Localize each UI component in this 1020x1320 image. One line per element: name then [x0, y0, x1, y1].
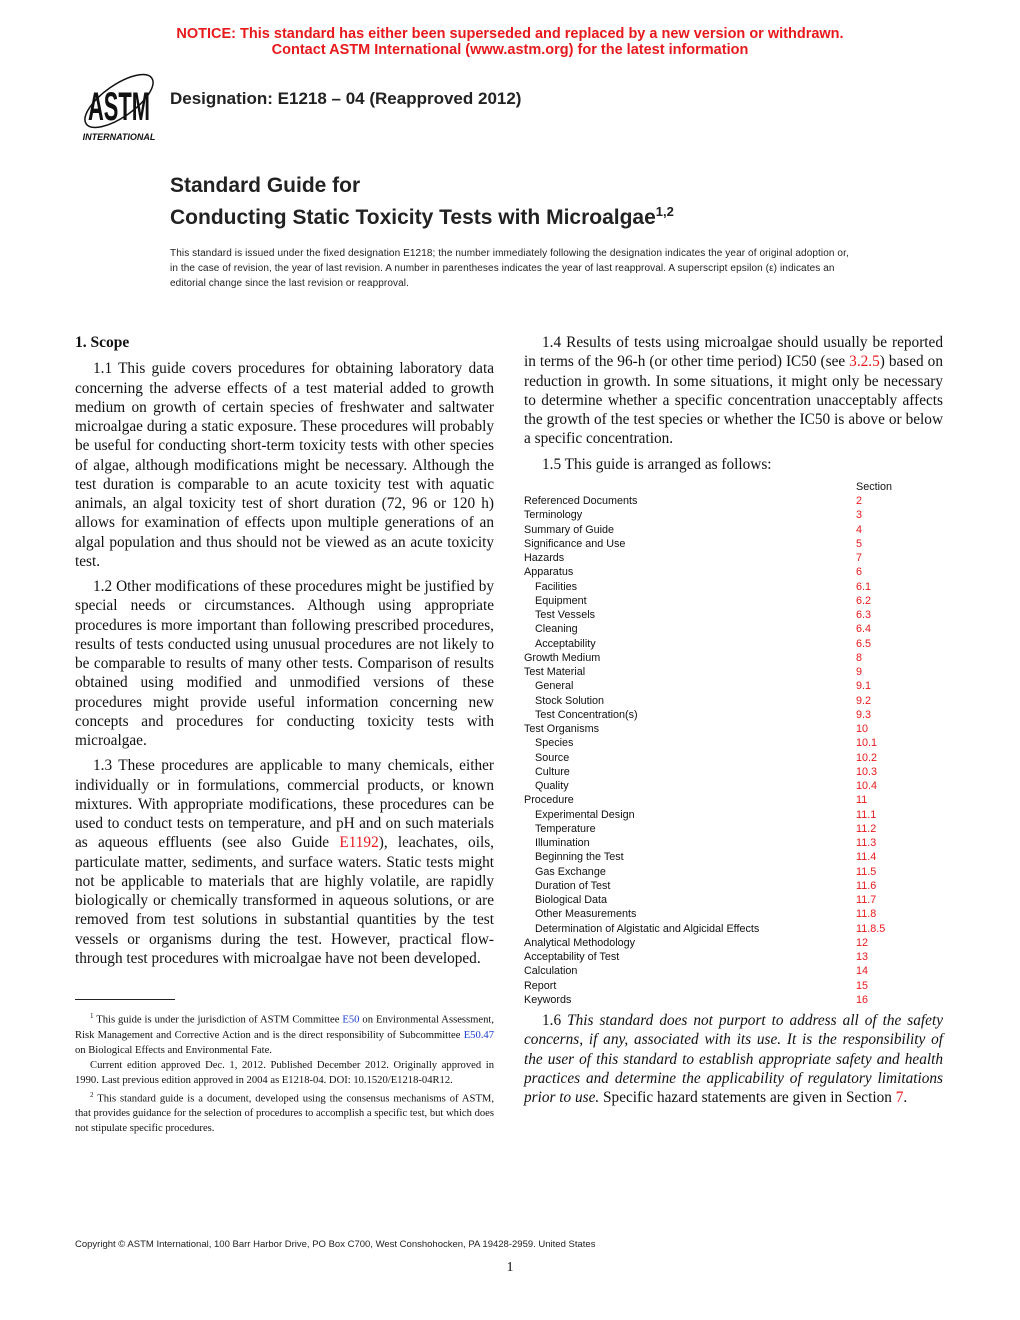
link-e50[interactable]: E50 [342, 1014, 360, 1026]
toc-section-link[interactable]: 11.8 [856, 908, 877, 921]
designation: Designation: E1218 – 04 (Reapproved 2012) [170, 89, 522, 108]
toc-row [524, 893, 943, 907]
toc-label: Apparatus [524, 566, 574, 579]
toc-section-link[interactable]: 11.5 [856, 865, 877, 878]
notice-line-2: Contact ASTM International (www.astm.org) for the latest information [271, 42, 749, 58]
text: 1.6 [542, 1012, 568, 1029]
link-e50-47[interactable]: E50.47 [463, 1029, 494, 1041]
toc-row [524, 580, 943, 594]
section-heading-scope: 1. Scope [75, 334, 130, 351]
toc-label: Temperature [535, 822, 596, 835]
toc-row [524, 537, 943, 551]
page-number: 1 [506, 1260, 514, 1275]
toc-section-link[interactable]: 6.1 [856, 580, 872, 593]
toc-label: Beginning the Test [535, 851, 624, 864]
footnote-2 [75, 1088, 494, 1137]
toc-label: Duration of Test [535, 879, 611, 892]
toc-label: Test Organisms [524, 723, 599, 735]
text: This standard guide is a document, developed using the consensus mechanisms of ASTM, that provides guidance for the selection of procedures to accomplish a specific test, but which does not stipulate specific procedures. [75, 1093, 494, 1135]
toc-row [524, 594, 943, 608]
toc-section-link[interactable]: 10.1 [856, 737, 878, 750]
toc-row [524, 865, 943, 879]
toc-section-link[interactable]: 9.3 [856, 708, 872, 721]
toc-label: Report [524, 979, 557, 992]
astm-logo [76, 68, 162, 144]
toc-row [524, 922, 943, 936]
svg-text:INTERNATIONAL: INTERNATIONAL [82, 132, 156, 142]
toc-section-link[interactable]: 9 [856, 666, 863, 678]
toc-row [524, 523, 943, 537]
toc-label: Growth Medium [524, 651, 601, 664]
toc-row [524, 836, 943, 850]
toc-row [524, 979, 943, 993]
text: ) based on reduction in growth. In some situations, it might only be necessary to determine whether a specific concentration unacceptably affects the growth of the test species or whether the IC50 is above or below a specific concentration. [524, 353, 943, 448]
toc-row [524, 793, 943, 807]
text: on Biological Effects and Environmental Fate. [75, 1044, 272, 1056]
text: on Environmental Assessment, Risk Management and Corrective Action and is the direct responsibility of Subcommittee [75, 1014, 494, 1041]
toc-row [524, 679, 943, 693]
text: Specific hazard statements are given in Section [599, 1089, 896, 1106]
safety-statement: This standard does not purport to address all of the safety concerns, if any, associated with its use. It is the responsibility of the user of this standard to establish appropriate safety and health practices and determine the applicability of regulatory limitations prior to use. [524, 1012, 943, 1106]
toc-section-link[interactable]: 11.8.5 [856, 922, 886, 935]
issued-note: This standard is issued under the fixed designation E1218; the number immediately following the designation indicates the year of original adoption or, in the case of revision, the year of last revision. A number in parentheses indicates the year of last reapproval. A superscript epsilon (ε) indicates an editorial change since the last revision or reapproval. [170, 248, 849, 289]
toc-label: Determination of Algistatic and Algicidal Effects [535, 922, 760, 935]
toc-section-link[interactable]: 7 [856, 552, 863, 564]
toc-section-link[interactable]: 11 [856, 794, 868, 807]
toc-label: Gas Exchange [535, 865, 606, 878]
toc-section-link[interactable]: 13 [856, 951, 869, 963]
paragraph-1-3 [75, 756, 494, 968]
toc-row [524, 651, 943, 665]
toc-section-link[interactable]: 14 [856, 965, 869, 978]
toc-section-link[interactable]: 11.3 [856, 837, 877, 849]
toc-label: Test Material [524, 666, 586, 678]
document-title [170, 173, 674, 231]
toc-label: Cleaning [535, 623, 578, 636]
text: ), leachates, oils, particulate matter, sediments, and surface waters. Static tests might not be applicable to materials that are highly volatile, are rapidly biologically or chemically transformed in aqueous solutions, or are removed from test solutions in substantial quantities by the test vessels or organisms during the test. However, practical flow-through test procedures with microalgae have not been developed. [75, 834, 494, 967]
text: 1.4 Results of tests using microalgae should usually be reported in terms of the 96-h (or other time period) IC50 (see [524, 334, 943, 371]
toc-label: Test Vessels [535, 609, 596, 621]
toc-row [524, 722, 943, 736]
toc-section-link[interactable]: 15 [856, 979, 869, 992]
toc-label: Calculation [524, 965, 578, 978]
toc-row [524, 936, 943, 950]
toc-section-link[interactable]: 11.6 [856, 879, 877, 892]
toc-section-link[interactable]: 5 [856, 537, 863, 550]
footnote-divider [75, 999, 175, 1000]
footnote-mark: 1 [90, 1012, 94, 1020]
contents-table [524, 480, 943, 1007]
paragraph-1-4 [524, 333, 943, 449]
toc-row [524, 822, 943, 836]
toc-row [524, 779, 943, 793]
notice-line-1: NOTICE: This standard has either been superseded and replaced by a new version or withdrawn. [176, 26, 844, 42]
toc-label: Equipment [535, 594, 587, 607]
toc-section-link[interactable]: 16 [856, 993, 869, 1006]
svg-text:ASTM: ASTM [88, 85, 150, 129]
toc-row [524, 565, 943, 579]
link-3-2-5[interactable]: 3.2.5 [849, 353, 880, 371]
paragraph-1-1: 1.1 This guide covers procedures for obtaining laboratory data concerning the adverse effects of a test material added to growth medium on growth of certain species of freshwater and saltwater microalgae during a static exposure. These procedures will probably be useful for conducting short-term toxicity tests with other species of algae, although modifications might be necessary. Although the test duration is comparable to an acute toxicity test with aquatic animals, an algal toxicity test of short duration (72, 96 or 120 h) allows for examination of effects upon multiple generations of an algal population and thus should not be viewed as an acute toxicity test. [75, 360, 494, 570]
footnotes [75, 1009, 494, 1136]
toc-label: Illumination [535, 837, 590, 849]
toc-label: Quality [535, 780, 569, 792]
toc-row [524, 494, 943, 508]
paragraph-1-2: 1.2 Other modifications of these procedures might be justified by special needs or circumstances. Although using appropriate procedures is more important than following prescribed procedures, results of tests conducted using unusual procedures are not likely to be comparable to results of many other tests. Comparison of results obtained using modified and unmodified versions of these procedures might provide useful information concerning new concepts and procedures for conducting toxicity tests with microalgae. [75, 578, 494, 749]
toc-header: Section [856, 480, 893, 493]
right-column [524, 333, 943, 1113]
toc-label: Species [535, 737, 574, 750]
toc-row [524, 608, 943, 622]
toc-row [524, 508, 943, 522]
toc-label: Summary of Guide [524, 523, 615, 536]
toc-label: Hazards [524, 552, 565, 564]
toc-section-link[interactable]: 9.2 [856, 694, 872, 707]
toc-row [524, 765, 943, 779]
toc-label: Keywords [524, 993, 572, 1006]
toc-label: Test Concentration(s) [535, 708, 638, 721]
toc-row [524, 551, 943, 565]
toc-section-link[interactable]: 2 [856, 495, 863, 507]
toc-section-link[interactable]: 4 [856, 523, 863, 536]
toc-label: Source [535, 751, 570, 764]
toc-row [524, 637, 943, 651]
toc-row [524, 964, 943, 978]
footnote-mark: 2 [90, 1090, 94, 1099]
toc-label: Culture [535, 765, 570, 778]
toc-section-link[interactable]: 11.4 [856, 851, 877, 864]
supersede-notice [0, 26, 1020, 58]
toc-label: Biological Data [535, 894, 608, 906]
paragraph-1-6 [524, 1011, 943, 1107]
copyright: Copyright © ASTM International, 100 Barr Harbor Drive, PO Box C700, West Conshohocken, PA 19428-2959. United States [75, 1239, 596, 1250]
link-e1192[interactable]: E1192 [339, 834, 379, 852]
toc-section-link[interactable]: 6.5 [856, 637, 872, 650]
toc-label: Terminology [524, 509, 583, 522]
toc-row [524, 879, 943, 893]
toc-label: General [535, 680, 574, 693]
toc-row [524, 751, 943, 765]
toc-section-link[interactable]: 6 [856, 566, 863, 579]
toc-section-link[interactable]: 10.4 [856, 780, 878, 792]
toc-section-link[interactable]: 6.3 [856, 609, 872, 621]
toc-row [524, 694, 943, 708]
toc-section-link[interactable]: 10 [856, 723, 869, 735]
title-footnote-refs: 1,2 [655, 204, 674, 219]
paragraph-1-5: 1.5 This guide is arranged as follows: [542, 455, 772, 473]
toc-section-link[interactable]: 11.1 [856, 808, 877, 821]
title-text: Conducting Static Toxicity Tests with Microalgae [170, 206, 656, 229]
toc-row [524, 850, 943, 864]
title-line-1: Standard Guide for [170, 174, 361, 197]
toc-label: Acceptability of Test [524, 951, 620, 963]
toc-label: Stock Solution [535, 694, 605, 707]
toc-section-link[interactable]: 12 [856, 936, 869, 949]
toc-label: Analytical Methodology [524, 936, 636, 949]
toc-section-link[interactable]: 11.2 [856, 822, 877, 835]
toc-section-link[interactable]: 9.1 [856, 680, 872, 693]
toc-section-link[interactable]: 11.7 [856, 894, 877, 906]
toc-row [524, 708, 943, 722]
link-section-7[interactable]: 7 [895, 1089, 904, 1106]
left-column [75, 333, 494, 974]
edition-note: Current edition approved Dec. 1, 2012. Published December 2012. Originally approved in 1990. Last previous edition approved in 2004 as E1218-04. DOI: 10.1520/E1218-04R12. [75, 1059, 494, 1086]
toc-label: Other Measurements [535, 908, 637, 921]
text: This guide is under the jurisdiction of ASTM Committee [93, 1014, 343, 1026]
toc-section-link[interactable]: 6.4 [856, 623, 872, 636]
toc-label: Procedure [524, 794, 574, 807]
toc-section-link[interactable]: 6.2 [856, 594, 872, 607]
toc-label: Experimental Design [535, 808, 635, 821]
toc-row [524, 993, 943, 1007]
toc-row [524, 907, 943, 921]
toc-row [524, 808, 943, 822]
footnote-1 [75, 1009, 494, 1058]
toc-section-link[interactable]: 10.2 [856, 751, 878, 764]
toc-row [524, 622, 943, 636]
toc-row [524, 665, 943, 679]
title-line-2 [170, 199, 674, 231]
toc-section-link[interactable]: 8 [856, 651, 863, 664]
toc-label: Acceptability [535, 637, 596, 650]
toc-row [524, 950, 943, 964]
toc-row [524, 736, 943, 750]
toc-label: Significance and Use [524, 537, 626, 550]
text: 1.3 These procedures are applicable to many chemicals, either individually or in formulations, commercial products, or known mixtures. With appropriate modifications, these procedures can be used to conduct tests on temperature, and pH and on such materials as aqueous effluents (see also Guide [75, 757, 494, 852]
toc-label: Facilities [535, 580, 577, 593]
toc-label: Referenced Documents [524, 495, 638, 507]
text: . [903, 1089, 908, 1106]
toc-section-link[interactable]: 10.3 [856, 765, 878, 778]
toc-section-link[interactable]: 3 [856, 509, 863, 522]
